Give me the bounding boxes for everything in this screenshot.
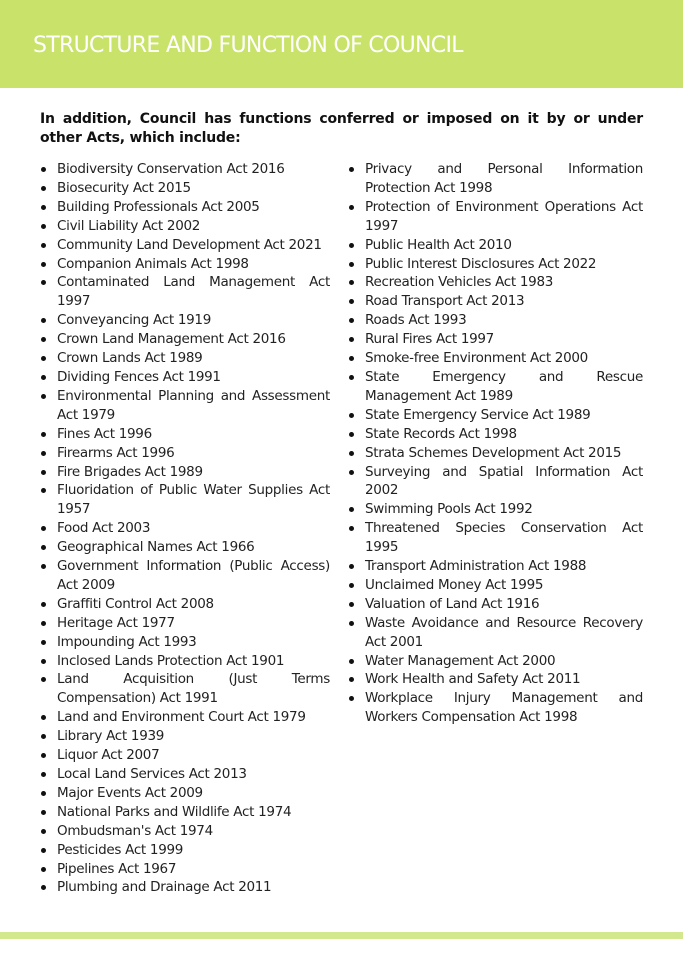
bullet-icon xyxy=(41,659,46,664)
act-name: Heritage Act 1977 xyxy=(57,614,175,631)
act-name: Government Information (Public Access) Act 2009 xyxy=(57,558,330,593)
bullet-icon xyxy=(349,318,354,323)
act-name: Conveyancing Act 1919 xyxy=(57,312,212,329)
act-name: Protection of Environment Operations Act 1997 xyxy=(365,198,643,234)
act-list-item xyxy=(40,519,330,538)
bullet-icon xyxy=(41,885,46,890)
act-list-item xyxy=(348,425,643,444)
bullet-icon xyxy=(41,545,46,550)
act-name: Ombudsman's Act 1974 xyxy=(57,822,213,839)
act-list-item xyxy=(348,670,643,689)
act-name: Plumbing and Drainage Act 2011 xyxy=(57,879,272,896)
bullet-icon xyxy=(41,829,46,834)
act-list-item xyxy=(40,368,330,387)
bullet-icon xyxy=(349,280,354,285)
bullet-icon xyxy=(41,186,46,191)
act-name: Biodiversity Conservation Act 2016 xyxy=(57,161,285,177)
bullet-icon xyxy=(41,337,46,342)
bullet-icon xyxy=(41,602,46,607)
act-list-item xyxy=(40,708,330,727)
bullet-icon xyxy=(41,318,46,323)
bullet-icon xyxy=(41,791,46,796)
act-list-item xyxy=(348,463,643,501)
act-name: Civil Liability Act 2002 xyxy=(57,217,201,234)
act-name: Inclosed Lands Protection Act 1901 xyxy=(57,652,285,669)
bullet-icon xyxy=(349,470,354,475)
act-name: Public Interest Disclosures Act 2022 xyxy=(365,255,597,272)
act-list-item xyxy=(348,160,643,198)
act-name: Unclaimed Money Act 1995 xyxy=(365,576,544,593)
act-name: Swimming Pools Act 1992 xyxy=(365,501,533,518)
bullet-icon xyxy=(41,734,46,739)
act-name: National Parks and Wildlife Act 1974 xyxy=(57,803,292,820)
act-name: Food Act 2003 xyxy=(57,520,151,537)
act-name: Crown Lands Act 1989 xyxy=(57,350,203,367)
footer-band xyxy=(0,932,683,939)
bullet-icon xyxy=(349,451,354,456)
bullet-icon xyxy=(41,621,46,626)
act-list-item xyxy=(348,614,643,652)
bullet-icon xyxy=(41,243,46,248)
act-name: Waste Avoidance and Resource Recovery Act 2001 xyxy=(365,614,643,650)
bullet-icon xyxy=(349,564,354,569)
act-list-item xyxy=(348,689,643,727)
act-list-item xyxy=(348,273,643,292)
act-list-item xyxy=(40,425,330,444)
act-list-item xyxy=(40,614,330,633)
bullet-icon xyxy=(349,526,354,531)
act-list-item xyxy=(40,765,330,784)
bullet-icon xyxy=(41,526,46,531)
act-name: Privacy and Personal Information Protection Act 1998 xyxy=(365,161,643,196)
bullet-icon xyxy=(41,848,46,853)
act-name: Firearms Act 1996 xyxy=(57,444,175,461)
act-list-item xyxy=(348,255,643,274)
act-list-item xyxy=(40,557,330,595)
act-list-item xyxy=(40,727,330,746)
act-name: Fire Brigades Act 1989 xyxy=(57,463,203,480)
act-name: Pipelines Act 1967 xyxy=(57,860,177,877)
act-list-item xyxy=(40,311,330,330)
act-name: Liquor Act 2007 xyxy=(57,747,160,764)
act-list-item xyxy=(40,746,330,765)
bullet-icon xyxy=(349,356,354,361)
act-list-item xyxy=(348,236,643,255)
act-list-item xyxy=(40,255,330,274)
acts-list-right xyxy=(348,160,643,727)
bullet-icon xyxy=(41,356,46,361)
act-name: Environmental Planning and Assessment Act 1979 xyxy=(57,387,330,423)
act-list-item xyxy=(40,633,330,652)
act-list-item xyxy=(40,217,330,236)
bullet-icon xyxy=(349,243,354,248)
act-list-item xyxy=(348,330,643,349)
act-list-item xyxy=(40,330,330,349)
act-list-item xyxy=(40,273,330,311)
bullet-icon xyxy=(349,659,354,664)
act-list-item xyxy=(40,179,330,198)
bullet-icon xyxy=(41,451,46,456)
act-name: Building Professionals Act 2005 xyxy=(57,198,260,215)
acts-list-left xyxy=(40,160,330,897)
act-list-item xyxy=(348,349,643,368)
header-band xyxy=(0,0,683,88)
act-name: Workplace Injury Management and Workers Compensation Act 1998 xyxy=(365,690,643,726)
act-name: Fluoridation of Public Water Supplies Act 1957 xyxy=(57,482,330,518)
bullet-icon xyxy=(349,337,354,342)
act-name: Roads Act 1993 xyxy=(365,312,467,329)
bullet-icon xyxy=(41,262,46,267)
act-name: State Emergency Service Act 1989 xyxy=(365,406,591,423)
act-list-item xyxy=(348,576,643,595)
act-list-item xyxy=(40,538,330,557)
intro-paragraph: In addition, Council has functions conferred or imposed on it by or under other Acts, which include: xyxy=(40,111,643,146)
act-name: Surveying and Spatial Information Act 2002 xyxy=(365,463,643,499)
act-name: Pesticides Act 1999 xyxy=(57,841,184,858)
act-list-item xyxy=(40,444,330,463)
act-name: Strata Schemes Development Act 2015 xyxy=(365,444,622,461)
act-name: Graffiti Control Act 2008 xyxy=(57,595,214,612)
bullet-icon xyxy=(41,167,46,172)
act-name: Water Management Act 2000 xyxy=(365,652,556,669)
bullet-icon xyxy=(41,753,46,758)
bullet-icon xyxy=(41,640,46,645)
bullet-icon xyxy=(41,394,46,399)
act-list-item xyxy=(40,841,330,860)
act-name: Public Health Act 2010 xyxy=(365,236,512,253)
act-name: Dividing Fences Act 1991 xyxy=(57,368,221,385)
act-name: Road Transport Act 2013 xyxy=(365,293,525,310)
page-title: STRUCTURE AND FUNCTION OF COUNCIL xyxy=(33,33,463,58)
bullet-icon xyxy=(41,772,46,777)
act-list-item xyxy=(40,481,330,519)
act-list-item xyxy=(40,784,330,803)
act-name: Work Health and Safety Act 2011 xyxy=(365,671,581,688)
bullet-icon xyxy=(349,677,354,682)
act-name: State Records Act 1998 xyxy=(365,425,517,442)
bullet-icon xyxy=(41,205,46,210)
act-name: Geographical Names Act 1966 xyxy=(57,539,255,556)
act-list-item xyxy=(40,387,330,425)
act-list-item xyxy=(40,652,330,671)
act-name: State Emergency and Rescue Management Act 1989 xyxy=(365,368,643,404)
bullet-icon xyxy=(41,280,46,285)
act-name: Library Act 1939 xyxy=(57,728,165,745)
act-list-item xyxy=(348,292,643,311)
act-list-item xyxy=(40,595,330,614)
bullet-icon xyxy=(41,432,46,437)
act-name: Recreation Vehicles Act 1983 xyxy=(365,274,554,291)
act-name: Crown Land Management Act 2016 xyxy=(57,331,286,348)
act-name: Smoke-free Environment Act 2000 xyxy=(365,350,588,367)
act-list-item xyxy=(348,198,643,236)
bullet-icon xyxy=(41,715,46,720)
act-name: Contaminated Land Management Act 1997 xyxy=(57,274,330,310)
act-name: Impounding Act 1993 xyxy=(57,633,197,650)
act-list-item xyxy=(348,500,643,519)
act-list-item xyxy=(40,822,330,841)
bullet-icon xyxy=(41,470,46,475)
act-list-item xyxy=(348,406,643,425)
act-list-item xyxy=(348,368,643,406)
bullet-icon xyxy=(41,488,46,493)
act-name: Major Events Act 2009 xyxy=(57,784,203,801)
act-name: Biosecurity Act 2015 xyxy=(57,179,191,196)
act-name: Rural Fires Act 1997 xyxy=(365,331,494,348)
bullet-icon xyxy=(349,621,354,626)
bullet-icon xyxy=(349,602,354,607)
bullet-icon xyxy=(41,677,46,682)
act-list-item xyxy=(348,311,643,330)
act-list-item xyxy=(40,160,330,179)
bullet-icon xyxy=(41,564,46,569)
bullet-icon xyxy=(349,375,354,380)
act-list-item xyxy=(348,595,643,614)
act-list-item xyxy=(40,198,330,217)
act-name: Companion Animals Act 1998 xyxy=(57,255,249,272)
bullet-icon xyxy=(349,583,354,588)
bullet-icon xyxy=(41,375,46,380)
bullet-icon xyxy=(349,432,354,437)
bullet-icon xyxy=(349,205,354,210)
act-name: Land and Environment Court Act 1979 xyxy=(57,709,306,726)
bullet-icon xyxy=(349,262,354,267)
act-name: Transport Administration Act 1988 xyxy=(365,558,587,575)
act-name: Threatened Species Conservation Act 1995 xyxy=(365,520,643,556)
act-name: Local Land Services Act 2013 xyxy=(57,766,247,782)
act-list-item xyxy=(40,670,330,708)
bullet-icon xyxy=(349,299,354,304)
act-list-item xyxy=(40,349,330,368)
bullet-icon xyxy=(41,224,46,229)
act-list-item xyxy=(40,860,330,879)
act-list-item xyxy=(348,652,643,671)
act-name: Land Acquisition (Just Terms Compensation) Act 1991 xyxy=(57,671,330,707)
act-list-item xyxy=(40,463,330,482)
act-name: Community Land Development Act 2021 xyxy=(57,236,322,253)
act-list-item xyxy=(348,444,643,463)
bullet-icon xyxy=(41,810,46,815)
bullet-icon xyxy=(349,696,354,701)
act-list-item xyxy=(40,236,330,255)
bullet-icon xyxy=(41,867,46,872)
act-name: Valuation of Land Act 1916 xyxy=(365,595,540,612)
act-list-item xyxy=(40,803,330,822)
bullet-icon xyxy=(349,413,354,418)
act-name: Fines Act 1996 xyxy=(57,425,152,442)
bullet-icon xyxy=(349,167,354,172)
act-list-item xyxy=(348,519,643,557)
bullet-icon xyxy=(349,507,354,512)
act-list-item xyxy=(348,557,643,576)
act-list-item xyxy=(40,878,330,897)
